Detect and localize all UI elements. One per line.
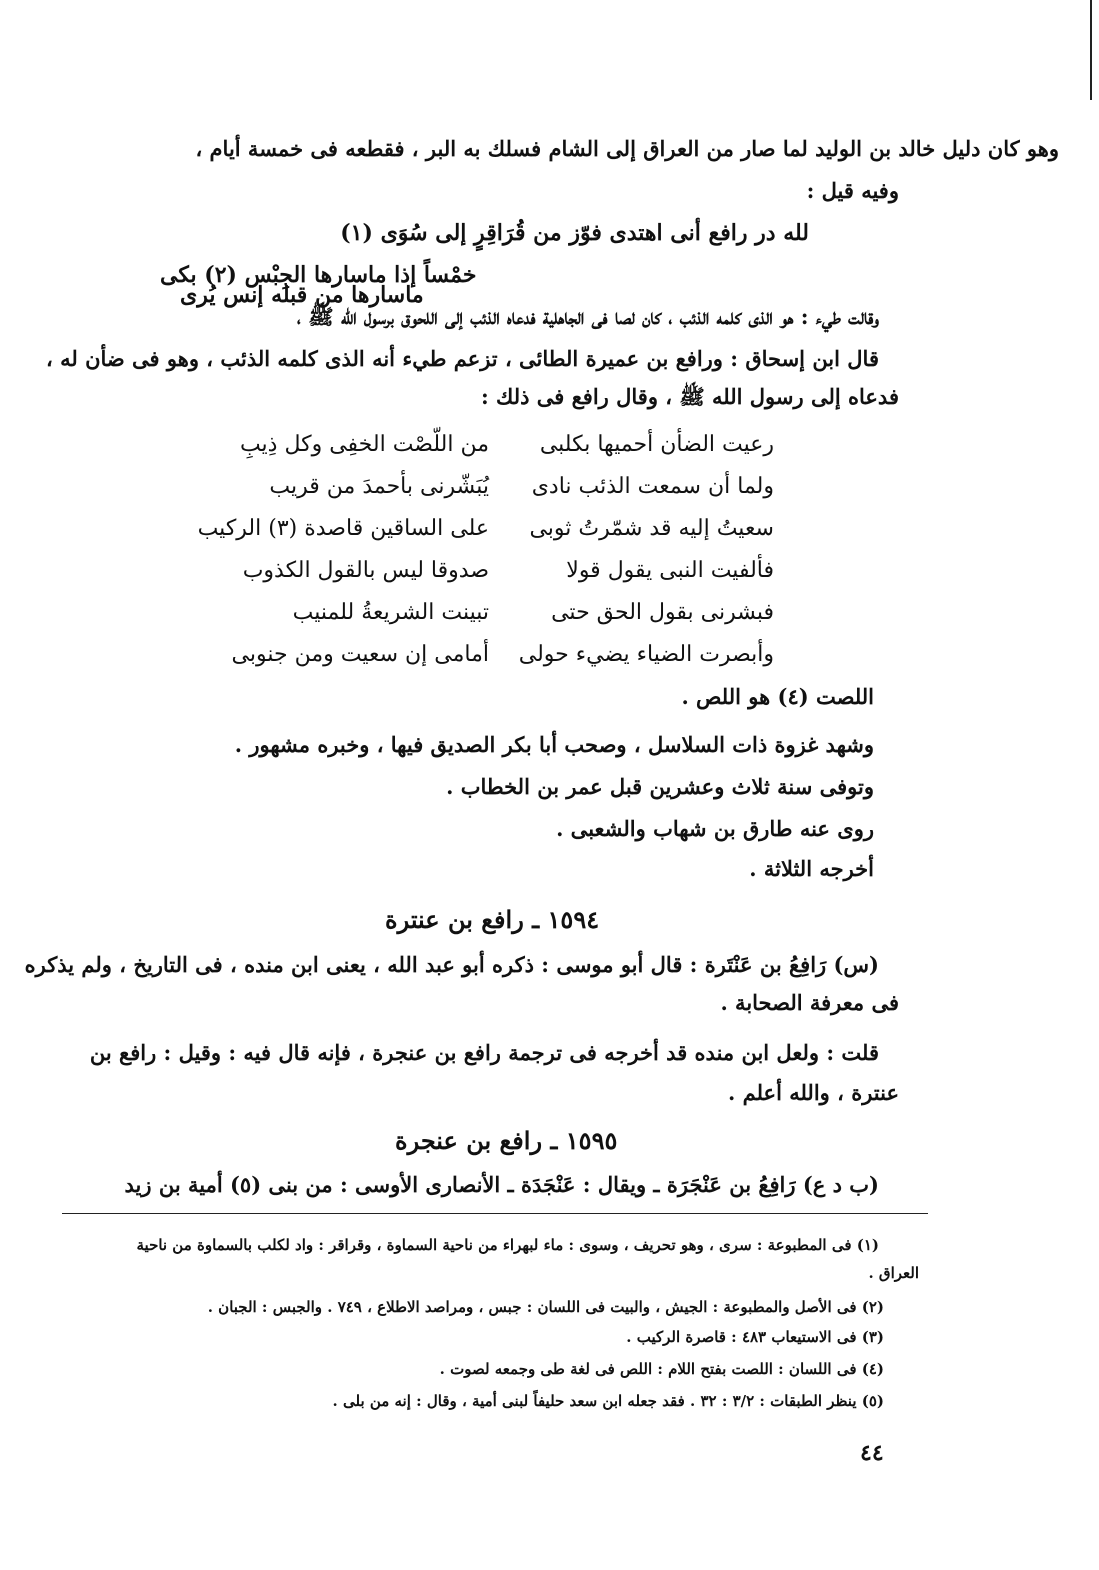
poem2-left-3: على الساقين قاصدة (٣) الركيب: [197, 516, 489, 541]
poem2-left-4: صدوقا ليس بالقول الكذوب: [242, 558, 489, 583]
entry-1594-heading: ١٥٩٤ ـ رافع بن عنترة: [385, 905, 600, 934]
poem2-right-3: سعيتُ إليه قد شمّرتُ ثوبى: [529, 516, 774, 541]
para-tayy: وقالت طيء : هو الذى كلمه الذئب ، كان لصا فى الجاهلية فدعاه الذئب إلى اللحوق برسول الله ﷺ ،: [296, 304, 879, 329]
footnote-1a: (١) فى المطبوعة : سرى ، وهو تحريف ، وسوى : ماء لبهراء من ناحية السماوة ، وقراقر : واد لكلب بالسماوة من ناحية: [136, 1236, 879, 1254]
entry-1594-qult-1: قلت : ولعل ابن منده قد أخرجه فى ترجمة رافع بن عنجرة ، فإنه قال فيه : وقيل : رافع بن: [89, 1040, 879, 1065]
footnote-5: (٥) ينظر الطبقات : ٣/٢ : ٣٢ . فقد جعله ابن سعد حليفاً لبنى أمية ، وقال : إنه من بلى .: [332, 1392, 884, 1410]
poem1-verse-2b: ماسارها من قبله إنس يُرى: [180, 282, 424, 308]
footnote-separator: [62, 1213, 928, 1214]
poem2-right-5: فبشرنى بقول الحق حتى: [551, 600, 774, 625]
poem2-right-4: فألفيت النبى يقول قولا: [566, 558, 774, 583]
entry-1594-line-1: (س) رَافِعُ بن عَنْتَرة : قال أبو موسى : ذكره أبو عبد الله ، يعنى ابن منده ، فى التاريخ ، ولم يذكره: [24, 952, 879, 977]
detail-line-3: روى عنه طارق بن شهاب والشعبى .: [556, 816, 874, 841]
lasat-note: اللصت (٤) هو اللص .: [681, 684, 874, 709]
scan-edge-line: [1090, 0, 1092, 100]
entry-1595-heading: ١٥٩٥ ـ رافع بن عنجرة: [395, 1126, 618, 1155]
entry-1594-qult-2: عنترة ، والله أعلم .: [727, 1080, 899, 1105]
poem2-right-1: رعيت الضأن أحميها بكلبى: [539, 432, 774, 457]
poem2-left-1: من اللّصْت الخفِى وكل ذِيبِ: [239, 432, 489, 457]
detail-line-1: وشهد غزوة ذات السلاسل ، وصحب أبا بكر الصديق فيها ، وخبره مشهور .: [234, 732, 874, 757]
poem2-left-2: يُبَشّرنى بأحمدَ من قريب: [269, 474, 489, 499]
footnote-3: (٣) فى الاستيعاب ٤٨٣ : قاصرة الركيب .: [626, 1328, 884, 1346]
poem2-right-2: ولما أن سمعت الذئب نادى: [531, 474, 774, 499]
page-number: ٤٤: [860, 1440, 884, 1466]
footnote-4: (٤) فى اللسان : اللصت بفتح اللام : اللص فى لغة طى وجمعه لصوت .: [439, 1360, 884, 1378]
poem1-verse-2a: خمْساً إذا ماسارها الجِبْس (٢) بكى: [160, 262, 477, 288]
intro-line-2: وفيه قيل :: [806, 178, 899, 203]
intro-line-1: وهو كان دليل خالد بن الوليد لما صار من العراق إلى الشام فسلك به البر ، فقطعه فى خمسة أيام ،: [195, 136, 1059, 161]
poem2-right-6: وأبصرت الضياء يضيء حولى: [518, 642, 774, 667]
footnote-1b: العراق .: [868, 1264, 919, 1282]
poem1-verse-1: لله در رافع أنى اهتدى فوّز من قُرَاقِرٍ إلى سُوَى (١): [340, 220, 809, 246]
para-ishaq-line-2: فدعاه إلى رسول الله ﷺ ، وقال رافع فى ذلك :: [480, 384, 899, 409]
para-ishaq-line-1: قال ابن إسحاق : ورافع بن عميرة الطائى ، تزعم طيء أنه الذى كلمه الذئب ، وهو فى ضأن له ،: [46, 346, 879, 371]
poem2-left-6: أمامى إن سعيت ومن جنوبى: [231, 642, 489, 667]
footnote-2: (٢) فى الأصل والمطبوعة : الجيش ، والبيت فى اللسان : جبس ، ومراصد الاطلاع ، ٧٤٩ . والجبس : الجبان .: [207, 1298, 884, 1316]
poem2-left-5: تبينت الشريعةُ للمنيب: [292, 600, 489, 625]
detail-line-2: وتوفى سنة ثلاث وعشرين قبل عمر بن الخطاب .: [446, 774, 874, 799]
entry-1595-line-1: (ب د ع) رَافِعُ بن عَنْجَرَة ـ ويقال : عَنْجَدَة ـ الأنصارى الأوسى : من بنى (٥) أمية بن زيد: [124, 1172, 879, 1197]
detail-line-4: أخرجه الثلاثة .: [749, 856, 874, 881]
entry-1594-line-2: فى معرفة الصحابة .: [720, 990, 899, 1015]
